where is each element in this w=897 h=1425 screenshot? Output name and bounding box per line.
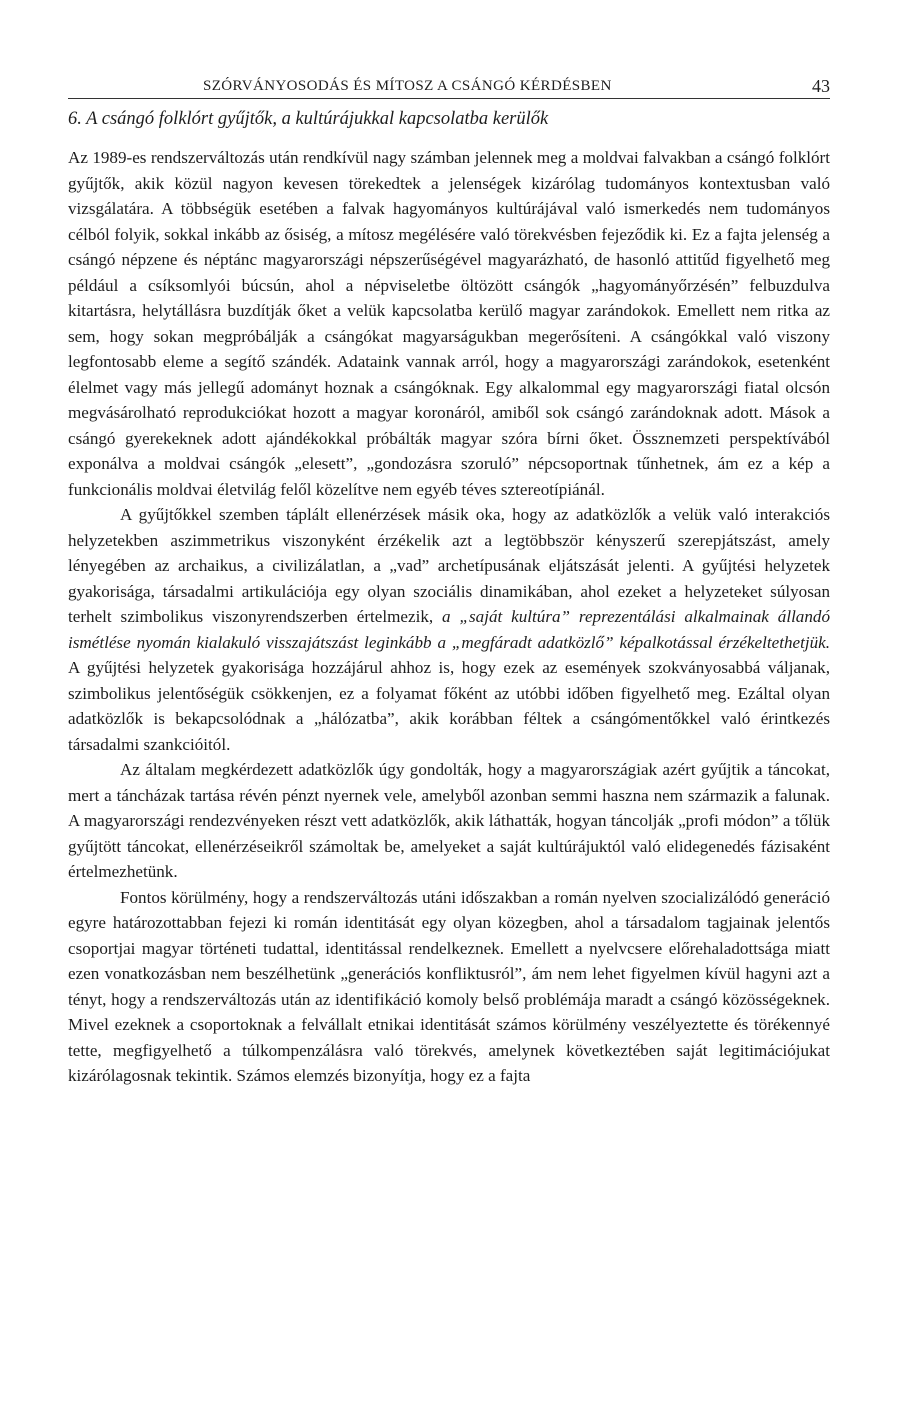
section-heading: 6. A csángó folklórt gyűjtők, a kultúrájukkal kapcsolatba kerülők <box>68 109 549 129</box>
running-header <box>68 70 830 99</box>
running-title: SZÓRVÁNYOSODÁS ÉS MÍTOSZ A CSÁNGÓ KÉRDÉSBEN <box>203 78 612 94</box>
page-number: 43 <box>812 76 830 96</box>
paragraph-2 <box>68 502 830 757</box>
paragraph-2-text: A gyűjtőkkel szemben táplált ellenérzések másik oka, hogy az adatközlők a velük való interakciós helyzetekben aszimmetrikus viszonyként érzékelik azt a legtöbbször kényszerű szerepjátszást, amely lényegében az archaikus, a civilizálatlan, a „vad” archetípusának eljátszását jelenti. A gyűjtési helyzetek gyakorisága, társadalmi artikulációja egy olyan szociális dinamikában, ahol ezeket a helyzeteket súlyosan terhelt szimbolikus viszonyrendszerben értelmezik, <box>68 505 830 626</box>
body-text <box>68 145 830 1089</box>
book-page <box>68 70 830 1089</box>
paragraph-2-italic-text: a „saját kultúra” reprezentálási alkalmainak állandó ismétlése nyomán kialakuló visszajátszást leginkább a „megfáradt adatközlő” képalkotással érzékeltethetjük. <box>68 607 830 652</box>
paragraph-1: Az 1989-es rendszerváltozás után rendkívül nagy számban jelennek meg a moldvai falvakban a csángó folklórt gyűjtők, akik közül nagyon kevesen törekedtek a jelenségek kizárólag tudományos kontextusban való vizsgálatára. A többségük esetében a falvak hagyományos kultúrájával való ismerkedés nem tudományos célból folyik, sokkal inkább az ősiség, a mítosz megélésére való törekvésben fejeződik ki. Ez a fajta jelenség a csángó népzene és néptánc magyarországi népszerűségével magyarázható, de hasonló attitűd figyelhető meg például a csíksomlyói búcsún, ahol a népviseletbe öltözött csángók „hagyományőrzésén” felbuzdulva kitartásra, helytállásra buzdítják őket a velük kapcsolatba kerülő magyar zarándokok. Emellett nem ritka az sem, hogy sokan megpróbálják a csángókat magyarságukban megerősíteni. A csángókkal való viszony legfontosabb eleme a segítő szándék. Adataink vannak arról, hogy a magyarországi zarándokok, esetenként élelmet vagy más jellegű adományt hoznak a csángóknak. Egy alkalommal egy magyarországi fiatal olcsón megvásárolható reprodukciókat hozott a magyar koronáról, amiből sok csángó zarándoknak adott. Mások a csángó gyerekeknek adott ajándékokkal próbálták magyar szóra bírni őket. Össznemzeti perspektívából exponálva a moldvai csángók „elesett”, „gondozásra szoruló” népcsoportnak tűnhetnek, ám ez a kép a funkcionális moldvai életvilág felől közelítve nem egyéb téves sztereotípiánál. <box>68 148 830 499</box>
paragraph-2-text-end: A gyűjtési helyzetek gyakorisága hozzájárul ahhoz is, hogy ezek az események szokványosabbá váljanak, szimbolikus jelentőségük csökkenjen, ez a folyamat főként az utóbbi időben figyelhető meg. Ezáltal olyan adatközlők is bekapcsolódnak a „hálózatba”, akik korábban féltek a csángómentőkkel való érintkezés társadalmi szankcióitól. <box>68 658 830 754</box>
paragraph-3: Az általam megkérdezett adatközlők úgy gondolták, hogy a magyarországiak azért gyűjtik a táncokat, mert a táncházak tartása révén pénzt nyernek vele, amelyből azonban semmi haszna nem származik a falunak. A magyarországi rendezvényeken részt vett adatközlők, akik láthatták, hogyan táncolják „profi módon” a tőlük gyűjtött táncokat, ellenérzéseikről számoltak be, amelyeket a saját kultúrájuktól való elidegenedés fázisaként értelmezhetünk. <box>68 760 830 881</box>
paragraph-4: Fontos körülmény, hogy a rendszerváltozás utáni időszakban a román nyelven szocializálódó generáció egyre határozottabban fejezi ki román identitását egy olyan közegben, ahol a társadalom tagjainak jelentős csoportjai magyar történeti tudattal, identitással rendelkeznek. Emellett a nyelvcsere előrehaladottsága miatt ezen vonatkozásban nem beszélhetünk „generációs konfliktusról”, ám nem lehet figyelmen kívül hagyni azt a tényt, hogy a rendszerváltozás után az identifikáció komoly belső problémája maradt a csángó közösségeknek. Mivel ezeknek a csoportoknak a felvállalt etnikai identitását számos körülmény veszélyeztette és törékennyé tette, megfigyelhető a túlkompenzálásra való törekvés, amelynek következtében saját legitimációjukat kizárólagosnak tekintik. Számos elemzés bizonyítja, hogy ez a fajta <box>68 887 830 1085</box>
